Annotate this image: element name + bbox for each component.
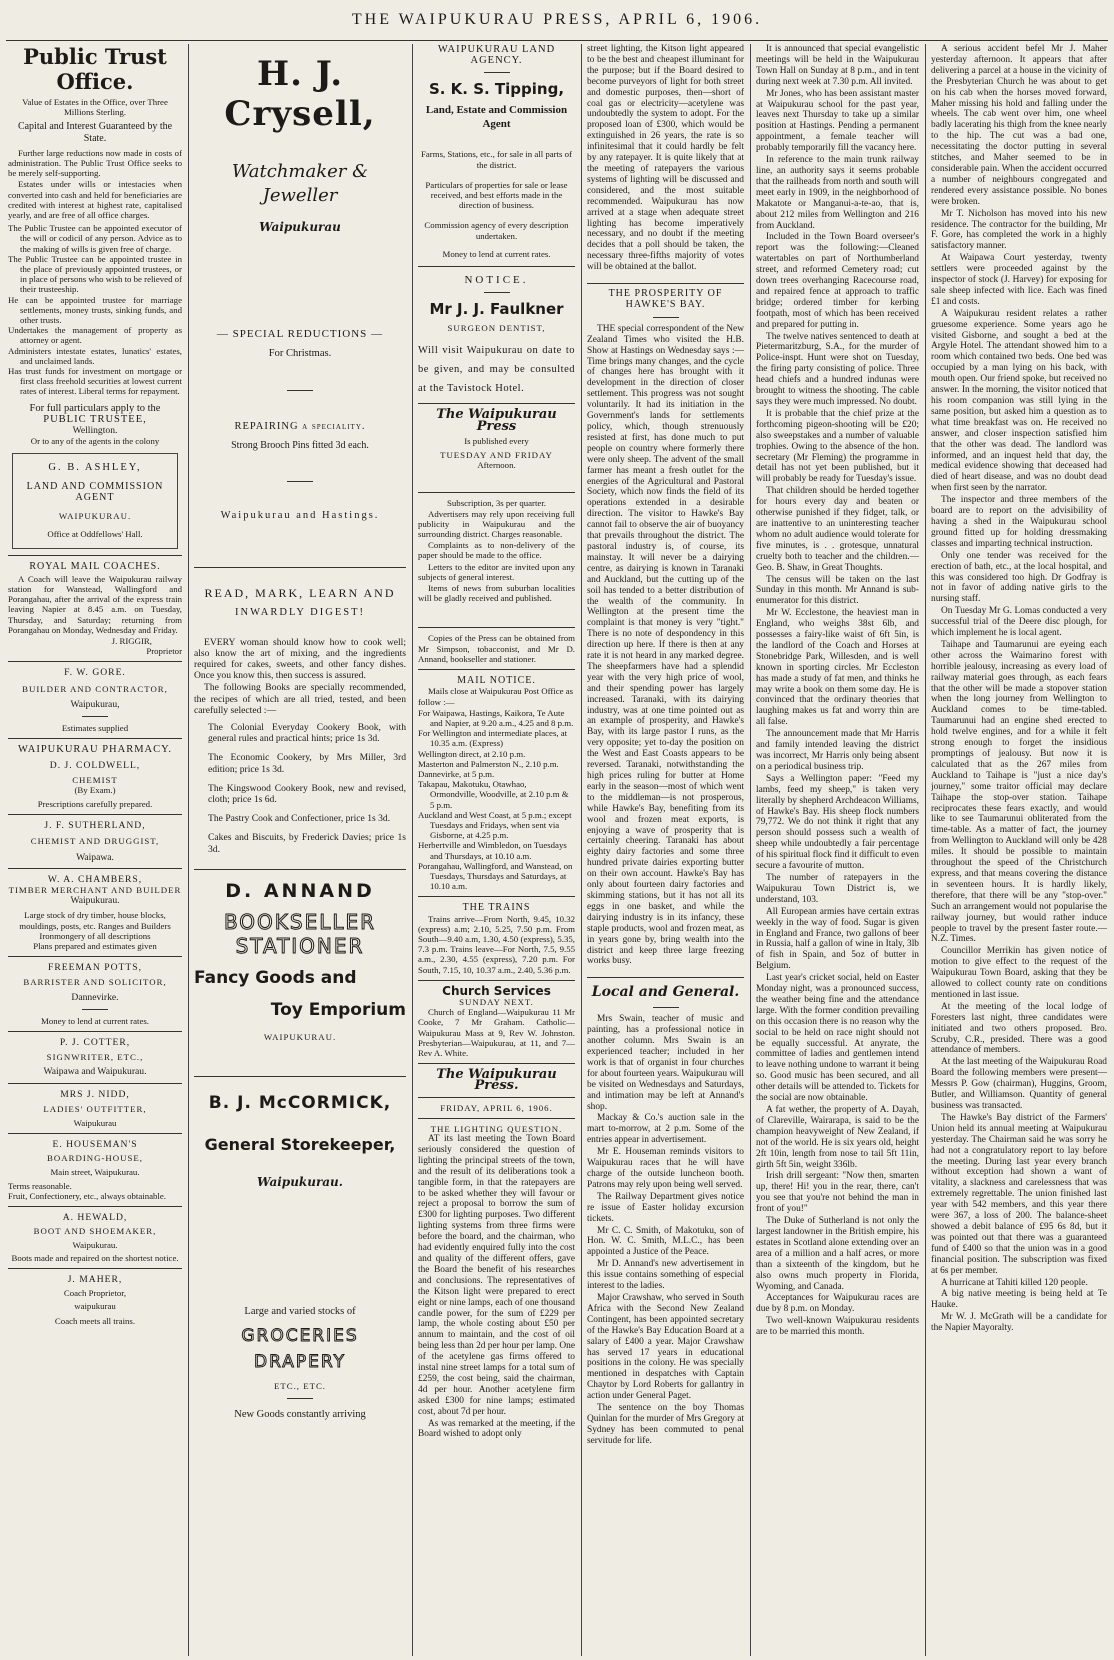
annand-name: D. ANNAND [225,879,375,902]
news-item: That children should be herded together for hours every day and beaten or otherwise punished if they fidget, talk, or are inattentive to an uninteresting teacher whom no adult audience would tolerate for five minutes, is . . grotesque, unnatural cruelty both to teacher and the children.—Geo. B. Shaw, in Great Thoughts. [756,486,919,573]
mail-coaches-text: A Coach will leave the Waipukurau railway station for Wanstead, Wallingford and Porangahau, after the arrival of the express train leaving Napier at 8.45 a.m. on Tuesday, Thursday, and Saturday; returning from Porangahau on Monday, Wednesday and Friday. [8,573,182,635]
maher-role: Coach Proprietor, [63,1288,127,1299]
divider [8,1268,182,1269]
mail-item: For Waipawa, Hastings, Kaikora, Te Aute and Napier, at 9.20 a.m., 4.25 and 8 p.m. [418,707,574,728]
mail-item: For Wellington and intermediate places, at 10.35 a.m. (Express) [418,728,568,749]
read-mark-learn: READ, MARK, LEARN AND [204,586,396,601]
chambers-place: Waipukurau. [70,895,120,907]
mail-item: Porangahau, Wallingford, and Wanstead, on Tuesdays, Thursdays and Saturdays, at 10.10 a.m. [418,860,573,892]
book-item: The Pastry Cook and Confectioner, price 1s 3d. [208,813,391,825]
dash [653,317,679,318]
cotter-place: Waipawa and Waipukurau. [43,1066,147,1078]
cotter-name: P. J. COTTER, [59,1037,131,1049]
ashley-role: LAND AND COMMISSION AGENT [26,480,164,503]
column-4 [587,44,744,1654]
trust-paragraph: Estates under wills or intestacies when converted into cash and held for beneficiaries are credited with interest at highest rate, capitalised yearly, and are free of all office charges. [8,179,182,221]
masthead-rule [6,40,1108,41]
potts-place: Dannevirke. [71,991,119,1003]
complaints: Complaints as to non-delivery of the paper should be made to the office. [418,540,575,561]
news-item: Mr Jones, who has been assistant master at Waipukurau school for the past year, leaves next Thursday to take up a similar position at Hastings. Pending a permanent appointment, a female teacher will probably temporarily fill the vacancy here. [756,88,919,154]
news-item: The inspector and three members of the board are to report on the advisibility of having a shed in the Waipukurau school ground fitted up for holding dressmaking classes and imparting technical instruction. [931,495,1107,549]
news-item: At Waipawa Court yesterday, twenty settlers were proceeded against by the inspector of stock (J. Harvey) for exposing for sale sheep infected with lice. Each was fined £1 and costs. [931,253,1107,307]
column-rule [412,44,413,1656]
suburban-items: Items of news from suburban localities will be gladly received and published. [418,583,575,604]
dash [82,716,108,717]
mail-item: Dannevirke, at 5 p.m. [418,768,495,779]
dash [484,292,510,293]
divider [194,869,406,870]
crysell-trade: Watchmaker & Jeweller [231,161,369,206]
dash [82,1009,108,1010]
nidd-role: LADIES' OUTFITTER, [43,1103,147,1114]
column-1 [8,44,182,1654]
local-item: Mr E. Houseman reminds visitors to Waipukurau races that he will have charge of the outside luncheon booth. Patrons may rely upon being well served. [587,1147,744,1190]
divider [8,1206,182,1207]
divider [8,1083,182,1084]
mail-notice-list [418,708,575,892]
masthead: THE WAIPUKURAU PRESS, APRIL 6, 1906. [351,11,763,28]
lighting-end: As was remarked at the meeting, if the Board wished to adopt only [418,1418,575,1440]
divider [8,661,182,662]
annand-place: WAIPUKURAU. [263,1031,337,1042]
faulkner-role: SURGEON DENTIST, [447,323,546,334]
divider [418,1063,575,1064]
toy-emporium: Toy Emporium [270,999,406,1020]
divider [587,977,744,978]
local-item: The sentence on the boy Thomas Quinlan for the murder of Mrs Gregory at Sydney has been commuted to penal servitude for life. [587,1403,744,1446]
news-item: The Hawke's Bay district of the Farmers' Union held its annual meeting at Waipukurau yesterday. The Chairman said he was sorry he had not a congratulatory report to lay before the meeting. During last year every branch without exception had shown a want of vitality, a slackness and carelessness that was extremely regrettable. The union finished last year with 542 members, and this year there were 367, a loss of 200. The balance-sheet showed a debit balance of £95 6s 8d, but it was pointed out that there was a guaranteed fund of £400 so that the union was in a good financial position. The subscription was fixed at 6s per member. [931,1112,1107,1276]
lighting-title: THE LIGHTING QUESTION. [430,1123,563,1134]
cookery-books [194,722,406,855]
pharmacy-prescriptions: Prescriptions carefully prepared. [37,798,153,809]
mail-item: Wellington direct, at 2.10 p.m. [418,748,526,759]
prosperity-title: THE PROSPERITY OF HAWKE'S BAY. [608,288,723,310]
land-agency: WAIPUKURAU LAND AGENCY. [437,44,556,67]
news-item: At the last meeting of the Waipukurau Road Board the following members were present—Messrs P. Gow (chairman), Huggins, Groom, Butler, and Williamson. Quantity of general business was transacted. [931,1057,1107,1111]
books-intro: The following Books are specially recommended, the recipes of which are all tried, tested, and been carefully selected :— [194,682,406,716]
houseman-name: E. HOUSEMAN'S [52,1139,138,1151]
divider [418,980,575,981]
news-item: The announcement made that Mr Harris and family intended leaving the district was incorrect, Mr Harris only being absent on a periodical business trip. [756,729,919,772]
potts-name: FREEMAN POTTS, [48,962,142,974]
news-item: Says a Wellington paper: "Feed my lambs, feed my sheep," is taken very literally by shepherd Archdeacon Williams, of Hawke's Bay. His sheep flock numbers 79,772. We do not think it right that any person should possess such a wealth of sheep while undoubtedly a fair percentage of his spiritual flock find it difficult to even secure a favourite of mutton. [756,773,919,872]
bookseller: BOOKSELLER [223,909,377,934]
news-item: Taihape and Taumarunui are eyeing each other across the Waimarino forest with horrible jealousy, increasing as every load of railway material goes through, as each fears that the other will be made a stopover station when the long journey from Wellington to Auckland comes to be time-tabled. Taumarunui had an engine shed erected to hold twelve engines, and for a while it felt strong enough to forget the insidious promptings of jealousy. But now it is calculated that as the 267 miles from Auckland to Taihape is "just a nice day's journey," some traitor official may declare Taihape the stop-over station. Taihape reciprocates these fears exactly, and would like to see Taumarunui obliterated from the time-table. As a matter of fact, the journey from Wellington to Auckland will only be 428 miles. It should be possible to maintain throughout the speed of the Christchurch express, and that means covering the distance in seventeen hours. It is hardly likely, therefore, that there will be any "stop-over." Such an arrangement would not popularise the railway journey, but would rather induce people to travel by the present faster route.—N.Z. Times. [931,639,1107,945]
mail-item: Takapau, Makotuku, Otawhao, Ormondville, Woodville, at 2.10 p.m & 5 p.m. [418,779,569,810]
public-trustee: PUBLIC TRUSTEE, [43,413,147,425]
chambers-name: W. A. CHAMBERS, [47,873,143,885]
stationer: STATIONER [235,933,365,958]
column-rule [750,44,751,1656]
crysell-place: Waipukurau [259,220,341,234]
trust-paragraph: Further large reductions now made in costs of administration. The Public Trust Office seeks to be merely self-supporting. [8,147,182,179]
nidd-place: Waipukurau [73,1118,117,1129]
news-item: Last year's cricket social, held on Easter Monday night, was a pronounced success, the weather being fine and the attendance large. With the former condition prevailing on this occasion there is no reason why the social to be held on race night should not be equally successful. At anyrate, the committee of ladies and gentlemen intend to leave nothing undone to warrant it being so. Good music has been secured, and all other details will be attended to. Tickets for the social are now obtainable. [756,973,919,1104]
column-2 [194,44,406,1654]
inwardly-digest: INWARDLY DIGEST! [234,607,365,619]
pharmacy-exam: (By Exam.) [74,784,116,795]
houseman-terms: Terms reasonable. [8,1180,72,1191]
news-item: Mr W. Ecclestone, the heaviest man in England, who weighs 38st 6lb, and possesses a fairy-like waist of 6ft 5in, is the landlord of the Coach and Horses at Stonebridge Park, Willesden, and is well known in sporting circles. Mr Eccleston has made a study of fat men, and thinks he may write a book on them some day. He is convinced that the ordinary theories that laughing makes us fat and worry thin are all false. [756,608,919,728]
public-trust-title: Public Trust Office. [23,44,167,94]
cotter-role: SIGNWRITER, ETC., [46,1052,144,1063]
trustee-agents: Or to any of the agents in the colony [30,436,160,447]
dash [287,481,313,482]
local-general-title: Local and General. [591,984,740,1001]
mail-coaches-title: ROYAL MAIL COACHES. [29,560,161,572]
large-stocks: Large and varied stocks of [244,1306,356,1318]
houseman-place: Main street, Waipukurau. [50,1166,140,1177]
news-item: In reference to the main trunk railway line, an authority says it seems probable that the railheads from north and south will meet early in 1909, in the neighborhood of Makatote or Manganui-a-te-ao, that is, about 212 miles from Wellington and 216 from Auckland. [756,155,919,231]
nidd-name: MRS J. NIDD, [60,1088,130,1100]
hewald-place: Waipukurau. [72,1239,118,1250]
divider [418,896,575,897]
publish-time: Afternoon. [477,460,516,471]
sutherland-role: CHEMIST AND DRUGGIST, [30,836,160,847]
brooch-pins: Strong Brooch Pins fitted 3d each. [231,439,369,451]
book-item: The Kingswood Cookery Book, new and revised, cloth; price 1s 6d. [208,782,406,806]
local-item: Mr C. C. Smith, of Makotuku, son of Hon. W. C. Smith, M.L.C., has been appointed a Justice of the Peace. [587,1225,744,1258]
church-sub: SUNDAY NEXT. [459,996,534,1007]
tipping-name: S. K. S. Tipping, [428,80,565,99]
news-item: Two well-known Waipukurau residents are to be married this month. [756,1316,919,1338]
maher-place: waipukurau [74,1301,116,1312]
news-item: The number of ratepayers in the Waipukurau Town District is, we understand, 103. [756,872,919,905]
etc: ETC., ETC. [273,1381,327,1392]
news-item: All European armies have certain extras weekly in the way of food. Sugar is given in England and France, two gallons of beer in Russia, half a gallon of wine in Italy, 3lb of fish in Spain, and 5oz of butter in Belgium. [756,906,919,972]
fancy-goods: Fancy Goods and [194,967,357,988]
gore-role: BUILDER AND CONTRACTOR, [22,683,168,694]
divider [418,1118,575,1119]
faulkner-text: Will visit Waipukurau on date to be given, and may be consulted at the Tavistock Hotel. [418,345,575,395]
local-item: Major Crawshaw, who served in South Africa with the Second New Zealand Contingent, has been appointed secretary of the Hawke's Bay Education Board at a salary of £400 a year. Major Crawshaw has served 17 years in educational positions in the colony. He was specially mentioned in despatches with Captain Chaytor by Lord Roberts for gallantry in action under General Paget. [587,1292,744,1402]
column-rule [925,44,926,1656]
news-item: The Duke of Sutherland is not only the largest landowner in the British empire, his estates in Scotland alone extending over an area of a million and a half acres, or more than a sixteenth of the kingdom, but he also owns much property in Florida, Wyoming, and Canada. [756,1216,919,1292]
trains-title: THE TRAINS [462,902,531,914]
gore-estimates: Estimates supplied [61,722,129,733]
repairing: REPAIRING a speciality. [234,420,366,432]
local-item: The Railway Department gives notice re issue of Easter holiday excursion tickets. [587,1191,744,1224]
mail-item: Herbertville and Wimbledon, on Tuesdays and Thursdays, at 10.10 a.m. [418,840,567,861]
column-5 [756,44,919,1654]
divider [8,814,182,815]
divider [418,1097,575,1098]
trust-item: Undertakes the management of property as attorney or agent. [8,325,182,346]
trust-item: Has trust funds for investment on mortgage or first class freehold securities at lowest current rates of interest. Liberal terms for repayment. [8,366,182,397]
ashley-place: WAIPUKURAU. [58,511,132,522]
news-item: A fat wether, the property of A. Dayah, of Clareville, Wairarapa, is said to be the champion heavyweight of New Zealand, if not of the world. He is six years old, height 2ft 10in, length from nose to tail 5ft 11in, girth 5ft 5in, weight 336lb. [756,1105,919,1170]
column-3 [418,44,575,1654]
dash [484,72,510,73]
hewald-name: A. HEWALD, [62,1212,128,1224]
ashley-office: Office at Oddfellows' Hall. [47,529,143,540]
estates-value: Value of Estates in the Office, over Three Millions Sterling. [22,97,168,118]
news-item: It is probable that the chief prize at the forthcoming pigeon-shooting will be £20; also sweepstakes and a number of valuable trophies. Owing to the absence of the hon. secretary (Mr Fleming) the programme in detail has not yet been published, but it will probably be ready for Tuesday's issue. [756,408,919,485]
gore-name: F. W. GORE. [64,667,126,679]
news-item: Irish drill sergeant: "Now then, smarten up, there! Hi! you in the rear, there, can't you see that you're not behind the man in front of you!" [756,1171,919,1215]
chambers-text: Large stock of dry timber, house blocks, mouldings, posts, etc. Ranges and Builders Ironmongery of all descriptions [19,910,171,941]
chambers-plans: Plans prepared and estimates given [33,941,157,951]
sutherland-place: Waipawa. [76,851,114,863]
mail-coaches-prop: Proprietor [146,646,182,657]
new-goods: New Goods constantly arriving [234,1408,366,1420]
subscription: Subscription, 3s per quarter. [447,498,546,509]
sutherland-name: J. F. SUTHERLAND, [44,820,146,832]
church-text: Church of England—Waipukurau 11 Mr Cooke, 7 Mr Graham. Catholic—Waipukurau Mass at 9, Rev W. Johnston. Presbyterian—Waipukurau, at 11, and 7—Rev A. White. [418,1007,575,1058]
capital-guaranteed: Capital and Interest Guaranteed by the State. [17,121,173,144]
local-item: Mr D. Annand's new advertisement in this issue contains something of especial interest to the ladies. [587,1259,744,1292]
divider [8,868,182,869]
tipping-role: Land, Estate and Commission Agent [425,104,568,131]
potts-role: BARRISTER AND SOLICITOR, [23,977,167,988]
copies: Copies of the Press can be obtained from Mr Simpson, tobacconist, and Mr D. Annand, bookseller and stationer. [418,633,575,664]
drapery: DRAPERY [254,1352,346,1373]
news-item: A Waipukurau resident relates a rather gruesome experience. Some years ago he visited Gisborne, and sought a bed at the Argyle Hotel. The attendant showed him to a room which contained two beds. One bed was occupied by a man lying on his back, with mouth open. Our friend spoke, but received no answer. In the morning, the visitor noticed that his room companion was still lying in the same position, but asked him a question as to what time breakfast was on. He received no answer, and closer inspection satisfied him that the other was dead. The landlord was informed, and an inquest held that day, the medical evidence showing that deceased had died of heart disease, and was no doubt dead when first seen by the narrator. [931,308,1107,494]
divider [8,1133,182,1134]
mccormick-trade: General Storekeeper, [204,1135,396,1155]
trains-text: Trains arrive—From North, 9.45, 10.32 (express) a.m; 2.10, 5.25, 7.50 p.m. From South—9.40 a.m, 1.30, 4.50 (express), 5.35, 7.3 p.m. Trains leave—For North, 7.5, 9.55 a.m., 2.30, 4.55 (express), 7.20 p.m. For South, 7.15, 10, 10.37 a.m., 2.40, 5.36 p.m. [418,913,575,975]
letters: Letters to the editor are invited upon any subjects of general interest. [418,561,575,582]
cookery-intro: EVERY woman should know how to cook well; also know the art of mixing, and the ingredients required for cakes, sweets, and other fancy dishes. Once you know this, then success is assured. [194,636,406,682]
special-reductions: — SPECIAL REDUCTIONS — [216,328,384,341]
published-every: Is published every [464,435,529,446]
press-title: The Waipukurau Press [436,407,557,434]
houseman-role: BOARDING-HOUSE, [47,1153,143,1164]
money-to-lend: Money to lend at current rates. [442,248,551,259]
dash [287,390,313,391]
mail-notice-intro: Mails close at Waipukurau Post Office as follow :— [418,686,574,707]
potts-money: Money to lend at current rates. [41,1015,149,1026]
lighting-text: AT its last meeting the Town Board seriously considered the question of lighting the principal streets of the town, and the result of its deliberations took a tangible form, in that the ratepayers are to be asked whether they will favour or reject a proposal to borrow the sum of £300 for lighting purposes. Two different lighting systems from three firms were before the board, and the chairman, who had evidently enquired fully into the cost and quality of the different offers, gave the Board the benefit of his researches and conclusions. The representatives of the Kitson light were prepared to erect eight or nine lamps, each of one thousand candle power, for the sum of £229 per lamp, the whole costing about £50 per annum to maintain, and the cost of oil being less than 2d per hour per lamp. One of the acetylene gas firms offered to instal nine street lamps for a total sum of £259, the cost being, said the chairman, 4d per hour. Another acetylene firm asked £300 for nine lamps; estimated cost, about 7d per hour. [418,1134,575,1417]
divider [194,1076,406,1077]
dash [653,1007,679,1008]
book-item: The Colonial Everyday Cookery Book, with general rules and practical hints; price 1s 3d. [208,722,406,745]
news-item: At the meeting of the local lodge of Foresters last night, three candidates were initiated and two others proposed. Bro. Scruby, C.R., presided. There was a good attendance of members. [931,1001,1107,1056]
publish-days: TUESDAY AND FRIDAY [440,450,553,461]
full-particulars: For full particulars apply to the [29,402,161,414]
news-item: Only one tender was received for the erection of bath, etc., at the local hospital, and this was considered too high. Dr Godfray is not in favor of adding native girls to the nursing staff. [931,550,1107,605]
trust-item: The Public Trustee can be appointed trustee in the place of previously appointed trustees, or in place of persons who wish to be relieved of their trusteeship. [8,253,182,295]
gore-place: Waipukurau, [70,698,120,710]
divider [418,669,575,670]
mail-item: Masterton and Palmerston N., 2.10 p.m. [418,758,559,769]
pharmacy-name: D. J. COLDWELL, [49,760,141,772]
news-item: It is announced that special evangelistic meetings will be held in the Waipukurau Town Hall on Sunday at 8 p.m., and in tent during next week at 7.30 p.m. All invited. [756,44,919,87]
chambers-role: TIMBER MERCHANT AND BUILDER [8,884,182,895]
particulars: Particulars of properties for sale or lease received, and best efforts made in the direction of business. [425,179,568,211]
column-6 [931,44,1107,1654]
column-rule [188,44,189,1656]
trust-item: He can be appointed trustee for marriage settlements, money trusts, sinking funds, and other trusts. [8,294,182,326]
news-item: Mr W. J. McGrath will be a candidate for the Napier Mayoralty. [931,1312,1107,1334]
faulkner-name: Mr J. J. Faulkner [429,300,564,319]
local-item: Mrs Swain, teacher of music and painting, has a professional notice in another column. Mrs Swain is an experienced teacher; included in her work is that of organist in four churches for about fourteen years. Waipukurau will be visited on Wednesdays and Saturdays, and intimation may be left at Annand's shop. [587,1014,744,1112]
dash [287,1398,313,1399]
trust-item: Administers intestate estates, lunatics' estates, and unclaimed lands. [8,345,182,366]
mccormick-name: B. J. McCORMICK, [208,1093,392,1114]
divider [194,567,406,568]
news-item: A hurricane at Tahiti killed 120 people. [941,1277,1088,1288]
divider [418,492,575,493]
book-item: Cakes and Biscuits, by Frederick Davies; price 1s 3d. [208,832,406,855]
local-item: Mackay & Co.'s auction sale in the mart to-morrow, at 2 p.m. Some of the entries appear in advertisement. [587,1113,744,1146]
issue-date: FRIDAY, APRIL 6, 1906. [440,1102,553,1113]
trustee-wellington: Wellington. [72,425,118,437]
news-item: A big native meeting is being held at Te Hauke. [931,1289,1107,1311]
notice-title: NOTICE. [464,274,529,287]
divider [8,555,182,556]
press-title-2: The Waipukurau Press. [436,1067,557,1094]
mail-notice-title: MAIL NOTICE. [457,675,536,687]
pharmacy-title: WAIPUKURAU PHARMACY. [18,744,172,756]
maher-name: J. MAHER, [67,1274,123,1286]
book-item: The Economic Cookery, by Mrs Miller, 3rd edition; price 1s 3d. [208,752,406,775]
news-item: Councillor Merrikin has given notice of motion to give effect to the request of the Waipukurau Town Board, asking that they be allowed to collect county rate on conditions mentioned in last issue. [931,946,1107,1000]
news-item: A serious accident befel Mr J. Maher yesterday afternoon. It appears that after delivering a parcel at a house in the vicinity of the Presbyterian Church he was about to get on his cab when the horses moved forward, Maher missing his hold and falling under the wheels. The cab went over him, one wheel badly lacerating his thigh from the knee nearly to the hip. The cut was a bad one, necessitating the doctor putting in several stitches, and Maher seemed to be in considerable pain. When the accident occurred a number of neighbours congregated and rendered every assistance possible. No bones were broken. [931,44,1107,207]
divider [587,283,744,284]
church-title: Church Services [442,983,551,998]
mail-item: Auckland and West Coast, at 5 p.m.; except Tuesdays and Fridays, when sent via Gisborne, at 4.25 p.m. [418,809,572,841]
prosperity-text: THE special correspondent of the New Zealand Times who visited the H.B. Show at Hastings on Wednesday says :—Time brings many changes, and the cycle of changes here has brought with it development in the direction of closer settlement. This progress was not sought voluntarily. It had its initiation in the Government's lands for settlements policy, which, though strenuously resisted at first, has done much to put people on country where formerly there were only sheep. The advent of the small farmer has meant a fresh outlet for the energies of the Agricultural and Pastoral Society, which now finds the field of its operations extended in a desirable direction. The visitor to Hawke's Bay cannot fail to observe the air of buoyancy that prevails throughout the district. The pastoral industry is, of course, its mainstay. It will never be a dairying centre, as dairying is known in Taranaki and Auckland, but the cutting up of the soil has tended to a better distribution of the wealth of the community. In Wellington at the present time the complaint is that money is very "tight." There is no note of despondency in this direction up here. If there is then at any rate it is not heard in any marked degree. The sheepfarmers have had a splendid year with the very high price of wool, and their spending power has largely increased. Taranaki, with its dairying industry, was at one time pointed out as an example of prosperity, and Hawke's Bay, with its large pastor I runs, as the very opposite; yet to-day the position on the West and East Coasts appears to be reversed. Taranaki, notwithstanding the high prices ruling for butter at Home early in the season—most of which went to the middleman—is not prosperous, while Hawke's Bay, benefiting from its wool and frozen meat exports, is enjoying a wave of prosperity that is certainly cheering. Taranaki has about eighty dairy factories and some three hundred private dairies exporting butter on their own account. Hawke's Bay has only about fourteen dairy factories and skimming stations, but it has not all its eggs in one basket, and while the dairying industry is in its infancy, these staple products, wool and frozen meat, as in years gone by, bring wealth into the district and keep three large freezing works busy. [587,323,744,967]
news-item: Included in the Town Board overseer's report was the following:—Cleaned watertables on part of Northumberland street, and reformed Cemetery road; cut down trees overhanging Racecourse road, and repaired fence at approach to traffic bridge; ordered timber for kerbing footpath, most of which has been received and prepared for putting in. [756,232,919,330]
special-reductions-text: SPECIAL REDUCTIONS [232,328,368,341]
trust-item: The Public Trustee can be appointed executor of the will or codicil of any person. Advice as to the making of wills is given free of charge. [8,223,182,254]
mail-coaches-sig: J. RIGGIR, [111,635,152,646]
hewald-text: Boots made and repaired on the shortest notice. [11,1252,179,1263]
maher-text: Coach meets all trains. [54,1315,136,1326]
news-item: On Tuesday Mr G. Lomas conducted a very successful trial of the Deere disc plough, for which implement he is local agent. [931,606,1107,639]
divider [8,738,182,739]
christmas: For Christmas. [268,348,332,360]
lighting-continued: street lighting, the Kitson light appeared to be the best and cheapest illuminant for the purpose; but if the Board desired to become purveyors of light for both street and domestic purposes, then—short of coal gas or electricity—acetylene was undoubtedly the system to adopt. For the proposed loan of £300, which would be extinguished in 26 years, the rate is so infinitesimal that it could hardly be felt by any ratepayer. It is quite likely that at the meeting of ratepayers the various systems of lighting will be discussed and considered, and the most suitable recommended. Waipukurau has now arrived at a stage when adequate street lighting has become imperatively necessary, and no doubt if the meeting decides that a poll should be taken, the necessary three-fifths majority of votes will be obtained at the ballot. [587,44,744,273]
trust-items [8,223,182,396]
news-item: The census will be taken on the last Sunday in this month. Mr Annand is sub-enumerator for this district. [756,574,919,607]
farms: Farms, Stations, etc., for sale in all parts of the district. [421,149,572,170]
news-item: The twelve natives sentenced to death at Pietermaritzburg, S.A., for the murder of Police-inspt. Hunt were shot on Tuesday, the firing party consisting of police. Three head chiefs and a hundred indunas were brought to witness the shooting. The cable says they were much impressed. No doubt. [756,331,919,407]
mccormick-place: Waipukurau. [257,1175,343,1190]
crysell-name: H. J. Crysell, [224,54,376,134]
commission: Commission agency of every description undertaken. [424,220,569,241]
groceries: GROCERIES [241,1326,359,1347]
houseman-fruit: Fruit, Confectionery, etc., always obtainable. [8,1191,166,1202]
divider [8,1031,182,1032]
hewald-role: BOOT AND SHOEMAKER, [33,1226,157,1237]
divider [418,403,575,404]
pharmacy-role: CHEMIST [72,774,118,785]
divider [418,627,575,628]
advertisers: Advertisers may rely upon receiving full publicity in Waipukurau and the surrounding district. Charges reasonable. [418,508,575,540]
divider [8,956,182,957]
divider [418,266,575,267]
news-item: Acceptances for Waipukurau races are due by 8 p.m. on Monday. [756,1293,919,1315]
ashley-advert [12,453,178,549]
news-item: Mr T. Nicholson has moved into his new residence. The contractor for the building, Mr F. Gore, has completed the work in a highly satisfactory manner. [931,208,1107,252]
crysell-places: Waipukurau and Hastings. [220,510,380,522]
ashley-name: G. B. ASHLEY, [48,461,142,473]
column-rule [581,44,582,1656]
